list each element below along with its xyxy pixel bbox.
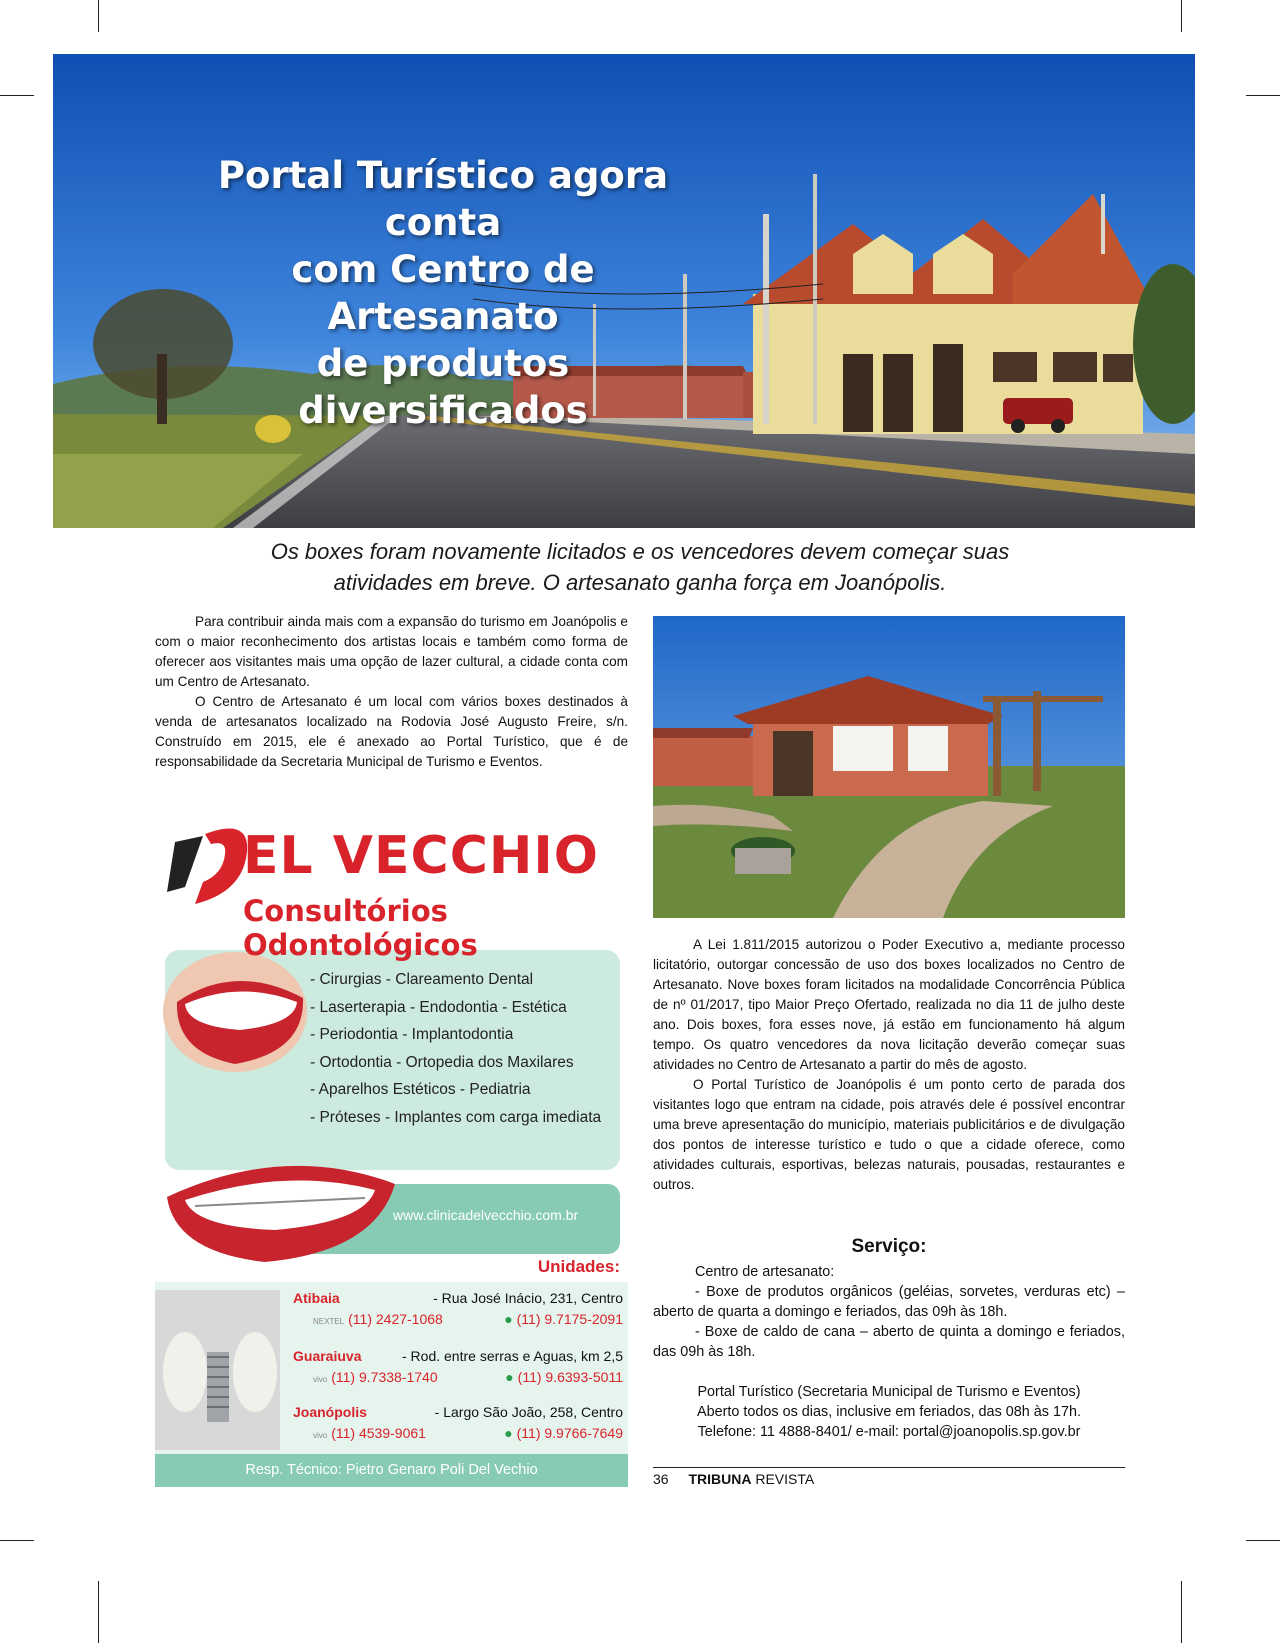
unit-whatsapp: (11) 9.6393-5011 [517,1369,623,1385]
hero-title-line: Portal Turístico agora conta [217,154,669,244]
unit-address: - Rua José Inácio, 231, Centro [433,1290,623,1306]
unit-whatsapp: (11) 9.7175-2091 [516,1311,623,1327]
servico-intro: Centro de artesanato: [695,1264,835,1280]
crop-mark [1246,95,1280,96]
crop-mark [98,1581,99,1643]
subtitle-line: atividades em breve. O artesanato ganha força em Joanópolis. [333,570,947,595]
ad-service-item: - Periodontia - Implantodontia [310,1026,514,1043]
ad-services-list [310,966,601,1131]
operator-logo: vivo [313,1375,328,1384]
hero-title-line: de produtos diversificados [298,342,588,432]
crop-mark [1181,1581,1182,1643]
operator-logo: NEXTEL [313,1317,345,1326]
footer-brand-bold: TRIBUNA [688,1471,752,1487]
ad-unit [293,1348,623,1385]
ad-unit [293,1404,623,1441]
page-footer [653,1471,814,1487]
crop-mark [1181,0,1182,32]
dental-ad [155,812,628,1487]
ad-service-item: - Próteses - Implantes com carga imediata [310,1108,602,1126]
crop-mark [98,0,99,32]
servico-item: - Boxe de caldo de cana – aberto de quinta a domingo e feriados, das 09h às 18h. [653,1324,1125,1360]
body-paragraph: O Centro de Artesanato é um local com vários boxes destinados à venda de artesanatos localizado na Rodovia José Augusto Freire, s/n. Construído em 2015, ele é anexado ao Portal Turístico, que é de responsabilidade da Secretaria Municipal de Turismo e Eventos. [155,694,628,769]
crop-mark [0,1540,34,1541]
hero-photo [53,54,1195,528]
operator-logo: vivo [313,1431,328,1440]
ad-units-label: Unidades: [537,1257,620,1276]
ad-service-item: - Laserterapia - Endodontia - Estética [310,998,567,1016]
ad-unit [293,1290,623,1327]
body-paragraph: O Portal Turístico de Joanópolis é um ponto certo de parada dos visitantes logo que entram na cidade, pois através dele é possível encontrar uma breve apresentação do município, materiais publicitários e de divulgação dos pontos de interesse turístico e tudo o que a cidade oferece, como atividades culturais, esportivas, belezas naturais, pousadas, restaurantes e outros. [653,1077,1125,1192]
footer-rule [653,1467,1125,1468]
ad-website: www.clinicadelvecchio.com.br [393,1207,579,1223]
ad-service-item: - Aparelhos Estéticos - Pediatria [310,1081,531,1098]
contact-line: Telefone: 11 4888-8401/ e-mail: portal@joanopolis.sp.gov.br [697,1424,1081,1440]
artisan-center-illustration [653,616,1125,918]
unit-phone: (11) 9.7338-1740 [331,1369,438,1385]
whatsapp-icon: ● [505,1369,514,1385]
footer-brand-rest: REVISTA [755,1471,815,1487]
unit-phone: (11) 2427-1068 [348,1311,443,1327]
unit-whatsapp: (11) 9.9766-7649 [516,1425,623,1441]
hero-title [173,152,713,434]
servico-title: Serviço: [851,1236,927,1257]
body-paragraph: Para contribuir ainda mais com a expansão do turismo em Joanópolis e com o maior reconhecimento dos artistas locais e também como forma de oferecer aos visitantes mais uma opção de lazer cultural, a cidade conta com um Centro de Artesanato. [155,614,628,689]
ad-subtitle: Consultórios Odontológicos [243,894,478,962]
crop-mark [1246,1540,1280,1541]
contact-line: Portal Turístico (Secretaria Municipal de Turismo e Eventos) [697,1384,1081,1400]
unit-address: - Largo São João, 258, Centro [434,1404,623,1420]
servico-block [653,1262,1125,1362]
contact-block [653,1382,1125,1442]
contact-line: Aberto todos os dias, inclusive em feriados, das 08h às 17h. [697,1404,1081,1420]
ad-brand: EL VECCHIO [243,826,599,886]
ad-responsible: Resp. Técnico: Pietro Genaro Poli Del Vechio [155,1454,628,1487]
unit-city: Guaraiuva [293,1348,362,1364]
left-column [155,612,628,772]
crop-mark [0,95,34,96]
ad-service-item: - Cirurgias - Clareamento Dental [310,971,534,988]
unit-city: Joanópolis [293,1404,367,1420]
unit-address: - Rod. entre serras e Aguas, km 2,5 [402,1348,623,1364]
right-column [653,935,1125,1195]
whatsapp-icon: ● [504,1311,513,1327]
unit-phone: (11) 4539-9061 [331,1425,426,1441]
subtitle [200,536,1080,598]
subtitle-line: Os boxes foram novamente licitados e os vencedores devem começar suas [270,539,1010,564]
unit-city: Atibaia [293,1290,340,1306]
hero-title-line: com Centro de Artesanato [291,248,595,338]
body-paragraph: A Lei 1.811/2015 autorizou o Poder Executivo a, mediante processo licitatório, outorgar concessão de uso dos boxes localizados no Centro de Artesanato. Nove boxes foram licitados na modalidade Concorrência Pública de nº 01/2017, tipo Maior Preço Ofertado, realizada no dia 11 de julho deste ano. Dois boxes, fora esses nove, já estão em funcionamento há algum tempo. Os quatro vencedores da nova licitação deverão começar suas atividades no Centro de Artesanato a partir do mês de agosto. [653,937,1125,1072]
ad-service-item: - Ortodontia - Ortopedia dos Maxilares [310,1053,574,1071]
page-number: 36 [653,1471,669,1487]
artisan-center-photo [653,616,1125,918]
whatsapp-icon: ● [504,1425,513,1441]
servico-item: - Boxe de produtos orgânicos (geléias, sorvetes, verduras etc) – aberto de quarta a domingo e feriados, das 09h às 18h. [653,1284,1125,1320]
